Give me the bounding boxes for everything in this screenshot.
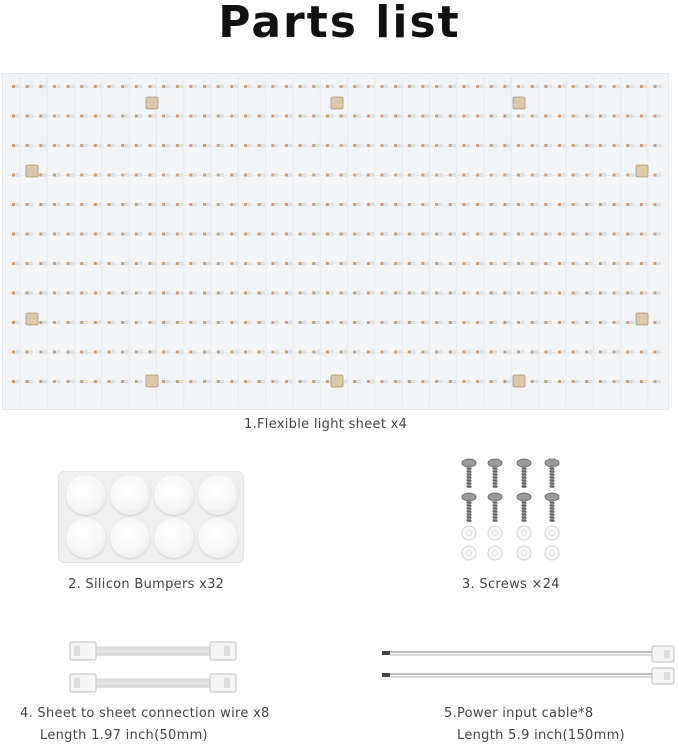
bumper bbox=[198, 518, 238, 558]
page-title: Parts list bbox=[218, 0, 461, 48]
power-cable-caption: 5.Power input cable*8 bbox=[444, 706, 594, 721]
bumper bbox=[66, 518, 106, 558]
silicon-bumper-icon bbox=[58, 471, 244, 563]
bumpers-caption: 2. Silicon Bumpers x32 bbox=[68, 577, 225, 592]
screws-caption: 3. Screws ×24 bbox=[462, 577, 560, 592]
connection-wire-length: Length 1.97 inch(50mm) bbox=[40, 728, 208, 743]
bumper bbox=[154, 475, 194, 515]
bumper bbox=[110, 475, 150, 515]
connection-wire-icon bbox=[68, 638, 238, 698]
light-sheet-caption: 1.Flexible light sheet x4 bbox=[244, 417, 408, 432]
led-sheet-icon bbox=[2, 73, 669, 410]
connection-wire-caption: 4. Sheet to sheet connection wire x8 bbox=[20, 706, 270, 721]
bumper bbox=[66, 475, 106, 515]
bumper bbox=[198, 475, 238, 515]
power-cable-icon bbox=[380, 644, 678, 688]
bumper bbox=[110, 518, 150, 558]
bumper bbox=[154, 518, 194, 558]
power-cable-length: Length 5.9 inch(150mm) bbox=[457, 728, 625, 743]
screw-icon bbox=[455, 456, 565, 571]
